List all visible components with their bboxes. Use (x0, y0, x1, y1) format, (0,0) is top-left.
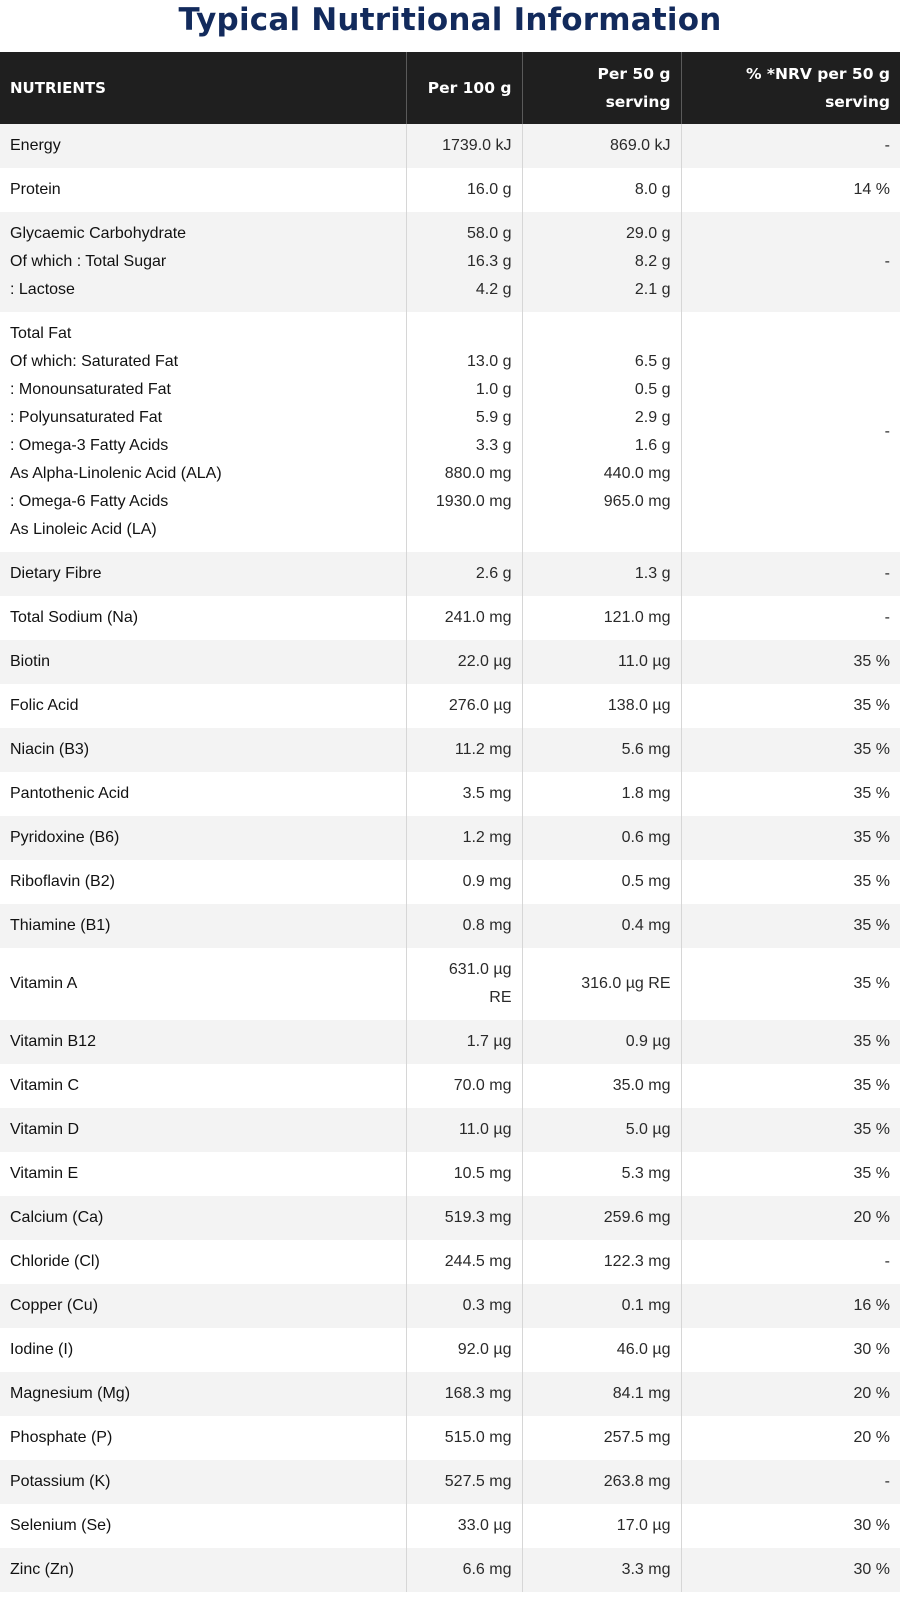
per-100g-value: 33.0 µg (406, 1504, 522, 1548)
nutrient-name-line: Total Fat (10, 325, 72, 342)
per-50g-value: 0.1 mg (522, 1284, 681, 1328)
nrv-value: - (681, 596, 900, 640)
per-100g-value: 10.5 mg (406, 1152, 522, 1196)
nutrient-name: Protein (0, 168, 406, 212)
table-row (0, 640, 900, 684)
nrv-value: 35 % (681, 860, 900, 904)
table-row (0, 1416, 900, 1460)
nrv-value: 30 % (681, 1548, 900, 1592)
nutrient-name (0, 212, 406, 312)
per-100g-value (406, 948, 522, 1020)
table-row (0, 312, 900, 552)
table-row (0, 816, 900, 860)
header-per-100g: Per 100 g (406, 52, 522, 124)
nrv-value: - (681, 312, 900, 552)
nrv-value: - (681, 1240, 900, 1284)
nutrient-name-line: Glycaemic Carbohydrate (10, 225, 187, 242)
nutrient-name: Thiamine (B1) (0, 904, 406, 948)
header-nrv-per-50g (681, 52, 900, 124)
nrv-value: 20 % (681, 1196, 900, 1240)
per-50g-value: 1.8 mg (522, 772, 681, 816)
table-row (0, 948, 900, 1020)
nrv-value: 35 % (681, 728, 900, 772)
value-line: 880.0 mg (444, 465, 512, 482)
per-50g-value: 17.0 µg (522, 1504, 681, 1548)
table-row (0, 1372, 900, 1416)
per-50g-value: 46.0 µg (522, 1328, 681, 1372)
nrv-value: 35 % (681, 1064, 900, 1108)
per-100g-value: 519.3 mg (406, 1196, 522, 1240)
nutrient-name (0, 312, 406, 552)
nutrient-name-line: : Polyunsaturated Fat (10, 409, 163, 426)
nutrient-name-line: : Omega-3 Fatty Acids (10, 437, 169, 454)
nrv-value: 30 % (681, 1504, 900, 1548)
value-line: 0.5 g (634, 381, 671, 398)
value-line: 8.2 g (634, 253, 671, 270)
per-100g-value: 16.0 g (406, 168, 522, 212)
per-50g-value: 5.3 mg (522, 1152, 681, 1196)
per-50g-value (522, 312, 681, 552)
nutrient-name: Vitamin E (0, 1152, 406, 1196)
per-100g-value: 244.5 mg (406, 1240, 522, 1284)
per-50g-value: 11.0 µg (522, 640, 681, 684)
per-100g-value: 6.6 mg (406, 1548, 522, 1592)
per-50g-value: 0.4 mg (522, 904, 681, 948)
value-line: 631.0 µg (448, 961, 512, 978)
nrv-value: - (681, 552, 900, 596)
per-50g-value: 5.0 µg (522, 1108, 681, 1152)
nutrient-name-line: : Lactose (10, 281, 75, 298)
per-100g-value: 92.0 µg (406, 1328, 522, 1372)
table-header-row (0, 52, 900, 124)
per-100g-value: 515.0 mg (406, 1416, 522, 1460)
table-row (0, 212, 900, 312)
nutrient-name: Vitamin B12 (0, 1020, 406, 1064)
per-100g-value: 0.3 mg (406, 1284, 522, 1328)
nutrient-name-line: Of which: Saturated Fat (10, 353, 179, 370)
per-100g-value: 22.0 µg (406, 640, 522, 684)
nrv-value: 35 % (681, 1152, 900, 1196)
value-line: RE (489, 989, 512, 1006)
per-100g-value: 1739.0 kJ (406, 124, 522, 168)
table-row (0, 124, 900, 168)
table-row (0, 1240, 900, 1284)
nutrient-name-line: : Omega-6 Fatty Acids (10, 493, 169, 510)
table-row (0, 1328, 900, 1372)
per-50g-value: 263.8 mg (522, 1460, 681, 1504)
header-per-50g-line1: Per 50 g (597, 65, 671, 83)
nrv-value: 14 % (681, 168, 900, 212)
nutrient-name: Calcium (Ca) (0, 1196, 406, 1240)
nutrient-name: Zinc (Zn) (0, 1548, 406, 1592)
value-line: 58.0 g (467, 225, 512, 242)
value-line: 5.9 g (475, 409, 512, 426)
header-nrv-line1: % *NRV per 50 g (745, 65, 890, 83)
per-50g-value: 8.0 g (522, 168, 681, 212)
nrv-value: 30 % (681, 1328, 900, 1372)
table-row (0, 772, 900, 816)
per-50g-value: 257.5 mg (522, 1416, 681, 1460)
nutrient-name: Niacin (B3) (0, 728, 406, 772)
nutrient-name: Biotin (0, 640, 406, 684)
nutrient-name: Magnesium (Mg) (0, 1372, 406, 1416)
nrv-value: 35 % (681, 684, 900, 728)
nutrient-name: Vitamin A (0, 948, 406, 1020)
per-50g-value: 35.0 mg (522, 1064, 681, 1108)
per-100g-value: 168.3 mg (406, 1372, 522, 1416)
value-line: 2.1 g (634, 281, 671, 298)
per-50g-value: 121.0 mg (522, 596, 681, 640)
table-row (0, 1504, 900, 1548)
per-100g-value: 11.2 mg (406, 728, 522, 772)
per-100g-value: 527.5 mg (406, 1460, 522, 1504)
per-50g-value: 316.0 µg RE (522, 948, 681, 1020)
nutrient-name-line: : Monounsaturated Fat (10, 381, 171, 398)
nrv-value: 16 % (681, 1284, 900, 1328)
table-row (0, 168, 900, 212)
per-100g-value: 0.9 mg (406, 860, 522, 904)
table-row (0, 1020, 900, 1064)
nutrient-name: Energy (0, 124, 406, 168)
page-title: Typical Nutritional Information (178, 2, 722, 38)
per-50g-value: 138.0 µg (522, 684, 681, 728)
nutrient-name: Selenium (Se) (0, 1504, 406, 1548)
header-per-50g-serving (522, 52, 681, 124)
nrv-value: - (681, 124, 900, 168)
value-line: 2.9 g (634, 409, 671, 426)
nrv-value: 35 % (681, 640, 900, 684)
per-50g-value: 0.9 µg (522, 1020, 681, 1064)
table-row (0, 860, 900, 904)
nrv-value: 35 % (681, 816, 900, 860)
nrv-value: 35 % (681, 1108, 900, 1152)
table-row (0, 1196, 900, 1240)
per-100g-value: 1.7 µg (406, 1020, 522, 1064)
nutrient-name: Vitamin D (0, 1108, 406, 1152)
table-row (0, 904, 900, 948)
per-50g-value: 869.0 kJ (522, 124, 681, 168)
table-row (0, 552, 900, 596)
per-100g-value: 0.8 mg (406, 904, 522, 948)
table-row (0, 1108, 900, 1152)
table-row (0, 596, 900, 640)
per-100g-value: 11.0 µg (406, 1108, 522, 1152)
nutrient-name-line: As Alpha-Linolenic Acid (ALA) (10, 465, 222, 482)
nutrient-name: Phosphate (P) (0, 1416, 406, 1460)
nrv-value: 35 % (681, 904, 900, 948)
nutrient-name-line: Of which : Total Sugar (10, 253, 167, 270)
table-row (0, 1548, 900, 1592)
nrv-value: 20 % (681, 1416, 900, 1460)
header-nrv-line2: serving (825, 93, 890, 111)
nutrient-name: Pyridoxine (B6) (0, 816, 406, 860)
value-line: 965.0 mg (603, 493, 671, 510)
per-50g-value: 5.6 mg (522, 728, 681, 772)
nutrient-name: Folic Acid (0, 684, 406, 728)
nrv-value: - (681, 1460, 900, 1504)
value-line: 29.0 g (626, 225, 671, 242)
value-line: 4.2 g (475, 281, 512, 298)
nutrient-name-line: As Linoleic Acid (LA) (10, 521, 157, 538)
table-row (0, 1152, 900, 1196)
nutrition-table (0, 52, 900, 1592)
per-50g-value: 122.3 mg (522, 1240, 681, 1284)
value-line: 13.0 g (467, 353, 512, 370)
table-row (0, 1460, 900, 1504)
per-100g-value: 70.0 mg (406, 1064, 522, 1108)
per-100g-value: 1.2 mg (406, 816, 522, 860)
per-50g-value: 0.6 mg (522, 816, 681, 860)
table-row (0, 1064, 900, 1108)
value-line: 440.0 mg (603, 465, 671, 482)
header-per-50g-line2: serving (605, 93, 671, 111)
nutrient-name: Chloride (Cl) (0, 1240, 406, 1284)
per-50g-value: 1.3 g (522, 552, 681, 596)
nutrient-name: Iodine (I) (0, 1328, 406, 1372)
nrv-value: 35 % (681, 1020, 900, 1064)
value-line: 1930.0 mg (435, 493, 512, 510)
per-50g-value: 84.1 mg (522, 1372, 681, 1416)
value-line: 1.0 g (475, 381, 512, 398)
per-100g-value (406, 312, 522, 552)
nutrient-name: Riboflavin (B2) (0, 860, 406, 904)
per-50g-value: 0.5 mg (522, 860, 681, 904)
per-100g-value: 276.0 µg (406, 684, 522, 728)
per-50g-value: 259.6 mg (522, 1196, 681, 1240)
nrv-value: 35 % (681, 948, 900, 1020)
per-50g-value (522, 212, 681, 312)
value-line: 1.6 g (634, 437, 671, 454)
value-line: 3.3 g (475, 437, 512, 454)
nutrient-name: Dietary Fibre (0, 552, 406, 596)
nrv-value: - (681, 212, 900, 312)
table-row (0, 684, 900, 728)
table-row (0, 728, 900, 772)
nutrient-name: Pantothenic Acid (0, 772, 406, 816)
value-line: 16.3 g (467, 253, 512, 270)
per-50g-value: 3.3 mg (522, 1548, 681, 1592)
nutrient-name: Potassium (K) (0, 1460, 406, 1504)
per-100g-value (406, 212, 522, 312)
per-100g-value: 241.0 mg (406, 596, 522, 640)
nutrient-name: Total Sodium (Na) (0, 596, 406, 640)
nutrient-name: Vitamin C (0, 1064, 406, 1108)
header-nutrients: NUTRIENTS (0, 52, 406, 124)
nrv-value: 20 % (681, 1372, 900, 1416)
nutrient-name: Copper (Cu) (0, 1284, 406, 1328)
per-100g-value: 3.5 mg (406, 772, 522, 816)
per-100g-value: 2.6 g (406, 552, 522, 596)
nrv-value: 35 % (681, 772, 900, 816)
table-row (0, 1284, 900, 1328)
value-line: 6.5 g (634, 353, 671, 370)
